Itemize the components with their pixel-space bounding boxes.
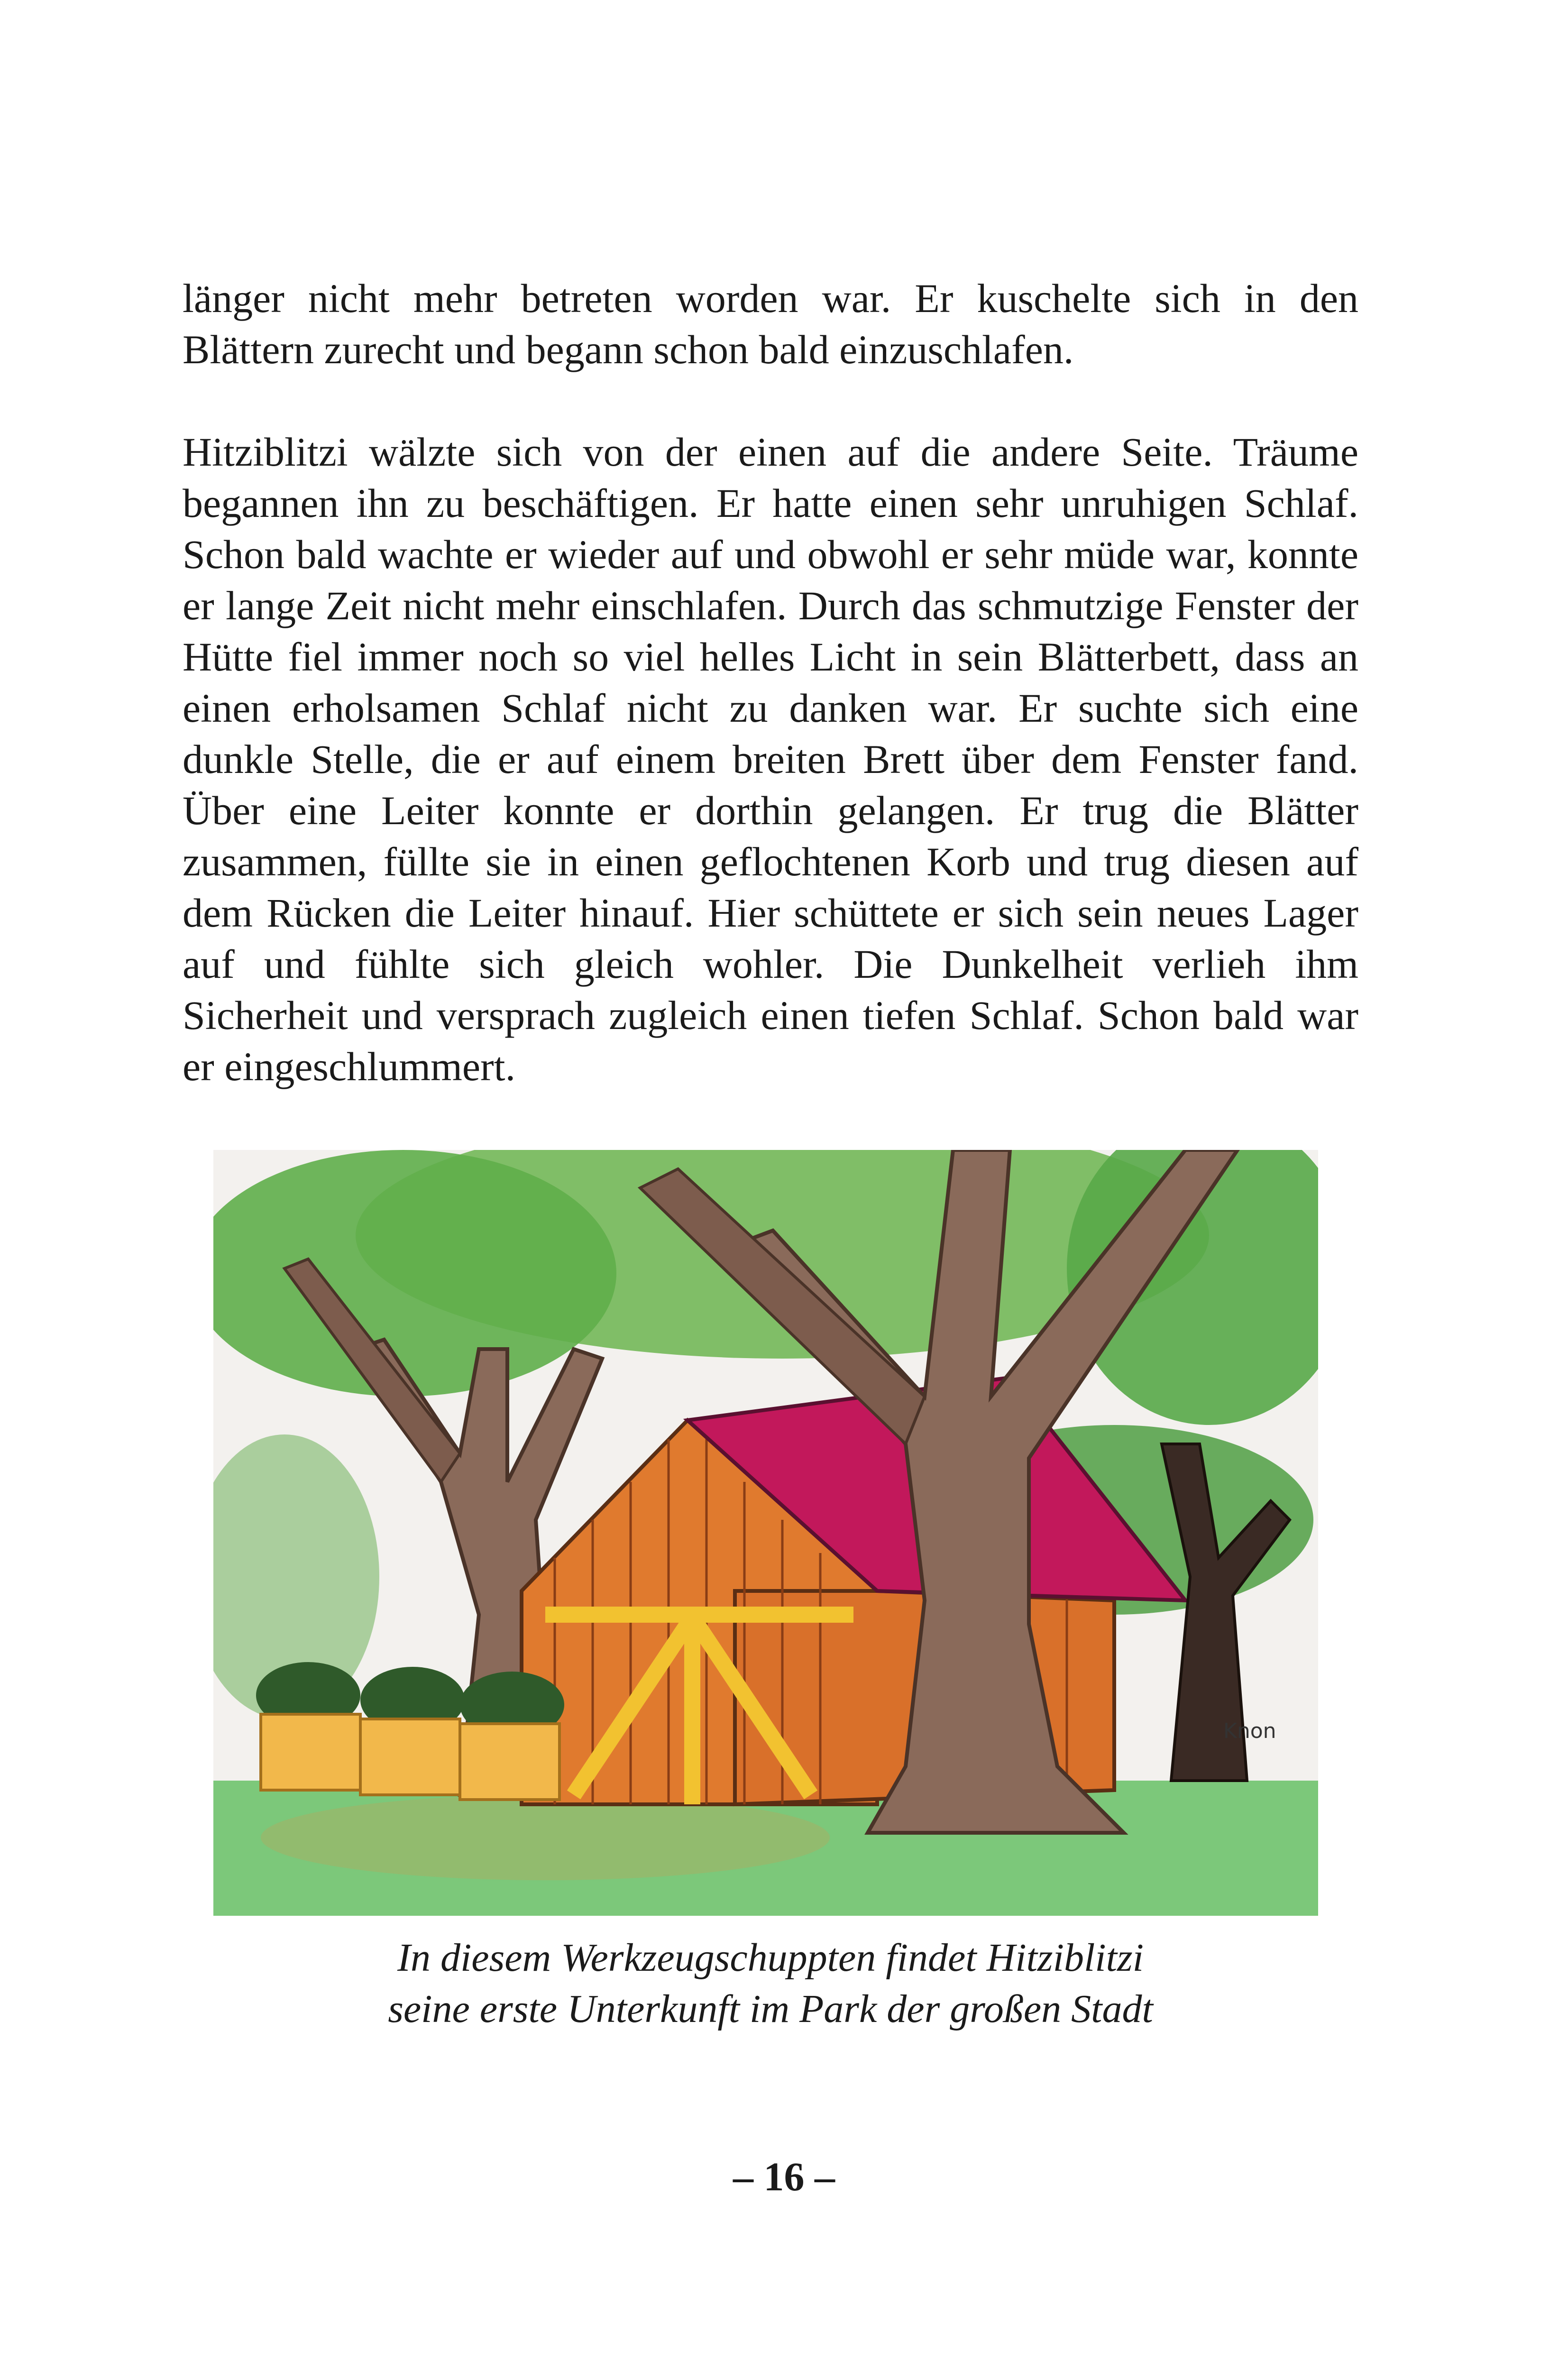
- drawing-svg: [213, 1150, 1318, 1916]
- page-number: – 16 –: [733, 2154, 835, 2199]
- ground-patch: [261, 1795, 830, 1880]
- planter-crates: [256, 1662, 564, 1800]
- body-text: [183, 273, 1358, 1092]
- artist-signature: Knon: [1223, 1719, 1276, 1743]
- caption-line-2: seine erste Unterkunft im Park der großen Stadt: [388, 1987, 1153, 2031]
- caption-line-1: In diesem Werkzeugschuppten findet Hitziblitzi: [397, 1936, 1144, 1980]
- shed-illustration: [213, 1150, 1318, 1916]
- paragraph-2: Hitziblitzi wälzte sich von der einen auf die andere Seite. Träume begannen ihn zu beschäftigen. Er hatte einen sehr unruhigen Schlaf. Schon bald wachte er wieder auf und obwohl er sehr müde war, konnte er lange Zeit nicht mehr einschlafen. Durch das schmutzige Fenster der Hütte fiel immer noch so viel helles Licht in sein Blätterbett, dass an einen erholsamen Schlaf nicht zu danken war. Er suchte sich eine dunkle Stelle, die er auf einem breiten Brett über dem Fenster fand. Über eine Leiter konnte er dorthin gelangen. Er trug die Blätter zusammen, füllte sie in einen geflochtenen Korb und trug diesen auf dem Rücken die Leiter hinauf. Hier schüttete er sich sein neues Lager auf und fühlte sich gleich wohler. Die Dunkelheit verlieh ihm Sicherheit und versprach zugleich einen tiefen Schlaf. Schon bald war er eingeschlummert.: [183, 429, 1358, 1089]
- figure-caption: [183, 1932, 1358, 2035]
- paragraph-1: länger nicht mehr betreten worden war. Er kuschelte sich in den Blättern zurecht und begann schon bald einzuschlafen.: [183, 276, 1358, 372]
